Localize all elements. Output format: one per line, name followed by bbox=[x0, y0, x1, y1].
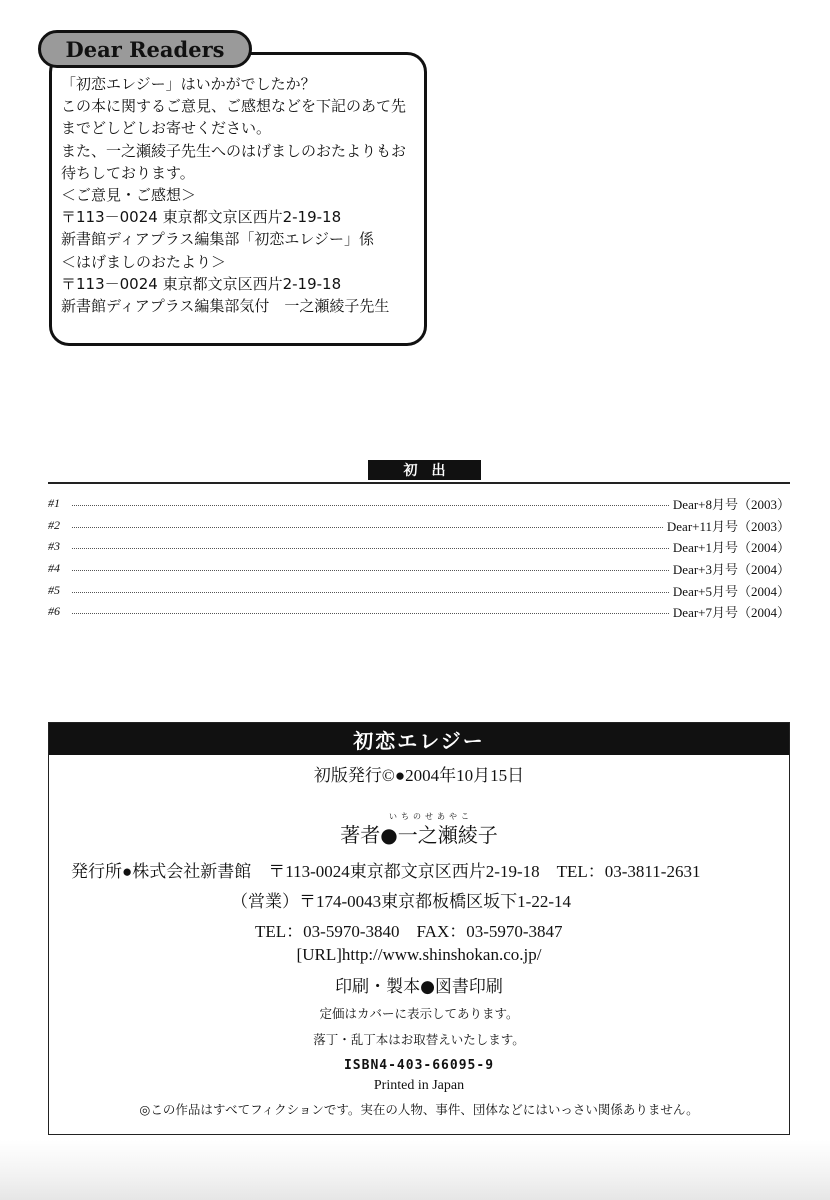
leader-dots bbox=[72, 527, 663, 528]
list-item bbox=[48, 536, 790, 558]
isbn: ISBN4-403-66095-9 bbox=[343, 1058, 495, 1073]
sales-contact: TEL：03-5970-3840 FAX：03-5970-3847 bbox=[255, 922, 563, 941]
sales-address: （営業）〒174-0043東京都板橋区坂下1-22-14 bbox=[231, 892, 571, 911]
chapter-number: #1 bbox=[48, 496, 60, 511]
list-item bbox=[48, 558, 790, 580]
chapter-number: #4 bbox=[48, 561, 60, 576]
chapter-number: #3 bbox=[48, 539, 60, 554]
chapter-source: Dear+11月号（2003） bbox=[666, 518, 790, 534]
readers-line: この本に関するご意見、ご感想などを下記のあて先 bbox=[61, 97, 407, 116]
chapter-number: #5 bbox=[48, 582, 60, 597]
printed-in: Printed in Japan bbox=[373, 1078, 465, 1093]
readers-line: までどしどしお寄せください。 bbox=[61, 119, 272, 138]
leader-dots bbox=[72, 505, 669, 506]
printing-line: 印刷・製本●図書印刷 bbox=[335, 977, 503, 997]
publisher-url: [URL]http://www.shinshokan.co.jp/ bbox=[296, 945, 542, 964]
first-edition-date: 初版発行©●2004年10月15日 bbox=[313, 766, 525, 785]
chapter-source: Dear+8月号（2003） bbox=[672, 497, 790, 513]
author-ruby: いちのせあやこ bbox=[389, 812, 473, 821]
list-item bbox=[48, 601, 790, 623]
first-appearance-title: 初出 bbox=[368, 460, 481, 480]
chapter-source: Dear+7月号（2004） bbox=[672, 605, 790, 621]
leader-dots bbox=[72, 548, 669, 549]
readers-line: 「初恋エレジー」はいかがでしたか？ bbox=[61, 75, 316, 93]
first-appearance-divider bbox=[48, 482, 790, 484]
chapter-number: #2 bbox=[48, 517, 60, 532]
readers-line: また、一之瀬綾子先生へのはげましのおたよりもお bbox=[61, 141, 407, 160]
chapter-source: Dear+1月号（2004） bbox=[672, 540, 790, 556]
price-note: 定価はカバーに表示してあります。 bbox=[319, 1006, 519, 1021]
author-line: 著者●一之瀬綾子 bbox=[340, 823, 498, 847]
chapter-number: #6 bbox=[48, 604, 60, 619]
publisher-line: 発行所●株式会社新書館 〒113-0024東京都文京区西片2-19-18 TEL：03-3811-2631 bbox=[71, 862, 701, 881]
readers-line: ＜ご意見・ご感想＞ bbox=[61, 185, 197, 204]
readers-line: 新書館ディアプラス編集部「初恋エレジー」係 bbox=[61, 230, 374, 249]
readers-line: 待ちしております。 bbox=[61, 163, 195, 182]
fiction-disclaimer: ◎この作品はすべてフィクションです。実在の人物、事件、団体などにはいっさい関係ありません。 bbox=[139, 1102, 699, 1117]
leader-dots bbox=[72, 613, 669, 614]
readers-line: ＜はげましのおたより＞ bbox=[61, 252, 227, 271]
dear-readers-title: Dear Readers bbox=[38, 30, 252, 68]
readers-line: 〒113－0024 東京都文京区西片2-19-18 bbox=[61, 274, 342, 293]
chapter-source: Dear+3月号（2004） bbox=[672, 562, 790, 578]
list-item bbox=[48, 579, 790, 601]
list-item bbox=[48, 515, 790, 537]
leader-dots bbox=[72, 592, 669, 593]
page-texture bbox=[0, 1140, 830, 1200]
readers-line: 〒113－0024 東京都文京区西片2-19-18 bbox=[61, 208, 342, 227]
dear-readers-text bbox=[61, 73, 421, 317]
readers-line: 新書館ディアプラス編集部気付 一之瀬綾子先生 bbox=[61, 296, 390, 315]
first-appearance-list bbox=[48, 493, 790, 623]
chapter-source: Dear+5月号（2004） bbox=[672, 583, 790, 599]
book-title: 初恋エレジー bbox=[49, 723, 789, 755]
list-item bbox=[48, 493, 790, 515]
replacement-note: 落丁・乱丁本はお取替えいたします。 bbox=[313, 1032, 525, 1047]
colophon-box bbox=[48, 722, 790, 1135]
leader-dots bbox=[72, 570, 669, 571]
